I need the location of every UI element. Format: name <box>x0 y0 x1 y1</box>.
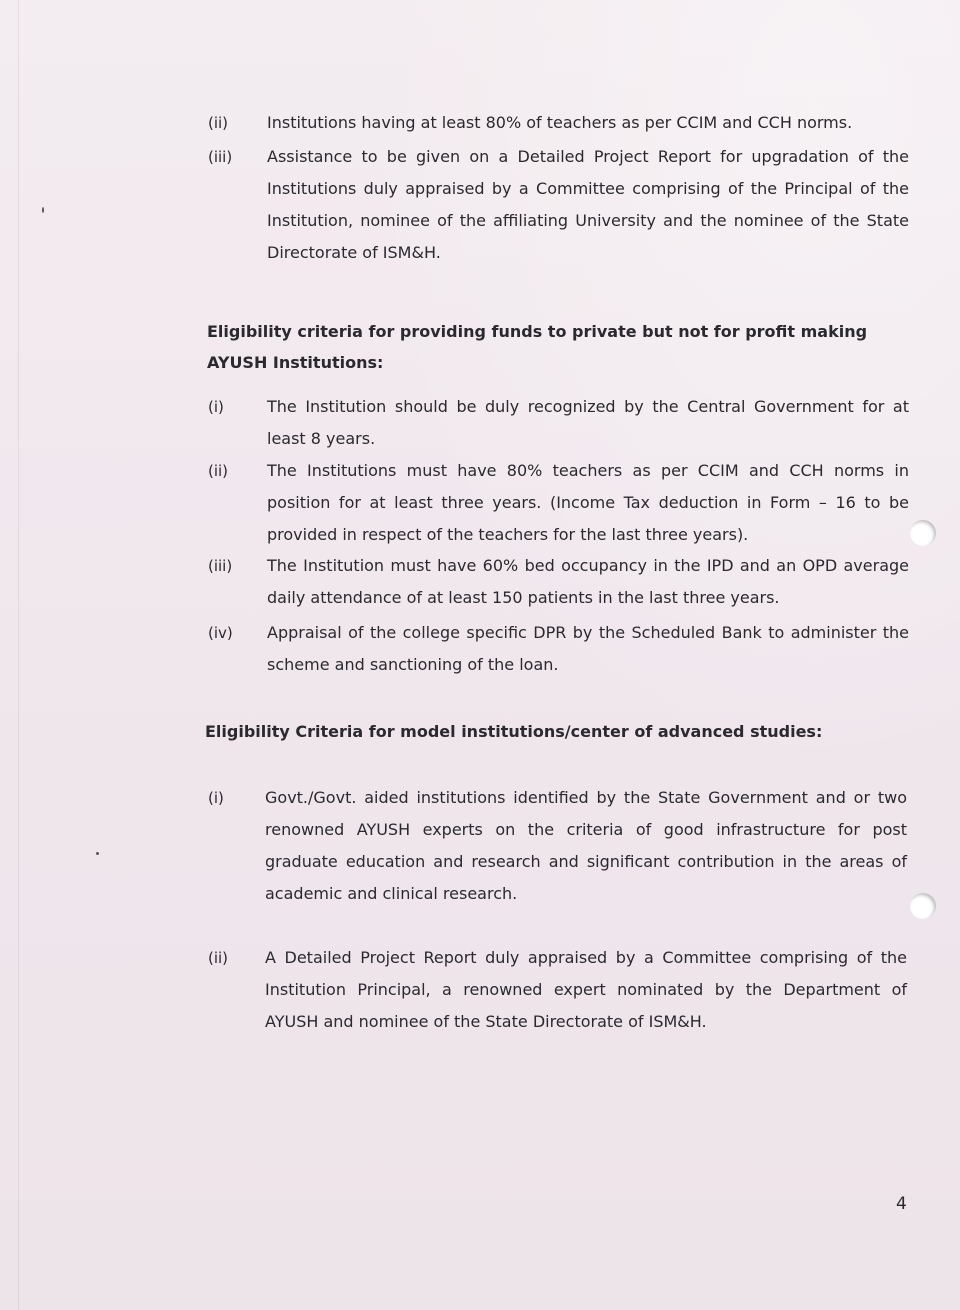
section-heading: Eligibility criteria for providing funds to private but not for profit making AYUSH Institutions: <box>207 322 868 372</box>
item-number: (i) <box>208 398 224 416</box>
punch-hole <box>910 520 936 546</box>
page-number: 4 <box>896 1194 907 1214</box>
item-text: Assistance to be given on a Detailed Project Report for upgradation of the Institutions duly appraised by a Committee comprising of the Principal of the Institution, nominee of the affiliating University and the nominee of the State Directorate of ISM&H. <box>267 147 909 262</box>
item-number: (iii) <box>208 557 233 575</box>
section-heading: Eligibility Criteria for model institutions/center of advanced studies: <box>205 722 823 741</box>
item-text: Appraisal of the college specific DPR by the Scheduled Bank to administer the scheme and sanctioning of the loan. <box>267 623 909 674</box>
item-number: (ii) <box>208 114 229 132</box>
item-number: (ii) <box>208 949 229 967</box>
item-text: The Institution must have 60% bed occupancy in the IPD and an OPD average daily attendance of at least 150 patients in the last three years. <box>267 556 909 607</box>
item-text: The Institution should be duly recognized by the Central Government for at least 8 years. <box>267 397 909 448</box>
item-text: Govt./Govt. aided institutions identified by the State Government and or two renowned AYUSH experts on the criteria of good infrastructure for post graduate education and research and significant contribution in the areas of academic and clinical research. <box>265 788 907 903</box>
ink-speck <box>96 852 99 855</box>
item-number: (iv) <box>208 624 233 642</box>
item-text: The Institutions must have 80% teachers as per CCIM and CCH norms in position for at least three years. (Income Tax deduction in Form – 16 to be provided in respect of the teachers for the last three years). <box>267 461 909 544</box>
item-number: (iii) <box>208 148 233 166</box>
item-number: (ii) <box>208 462 229 480</box>
punch-hole <box>910 893 936 919</box>
ink-speck <box>42 207 44 213</box>
item-number: (i) <box>208 789 224 807</box>
page-edge-line <box>18 0 19 1310</box>
item-text: Institutions having at least 80% of teachers as per CCIM and CCH norms. <box>267 113 853 132</box>
item-text: A Detailed Project Report duly appraised by a Committee comprising of the Institution Principal, a renowned expert nominated by the Department of AYUSH and nominee of the State Directorate of ISM&H. <box>265 948 907 1031</box>
